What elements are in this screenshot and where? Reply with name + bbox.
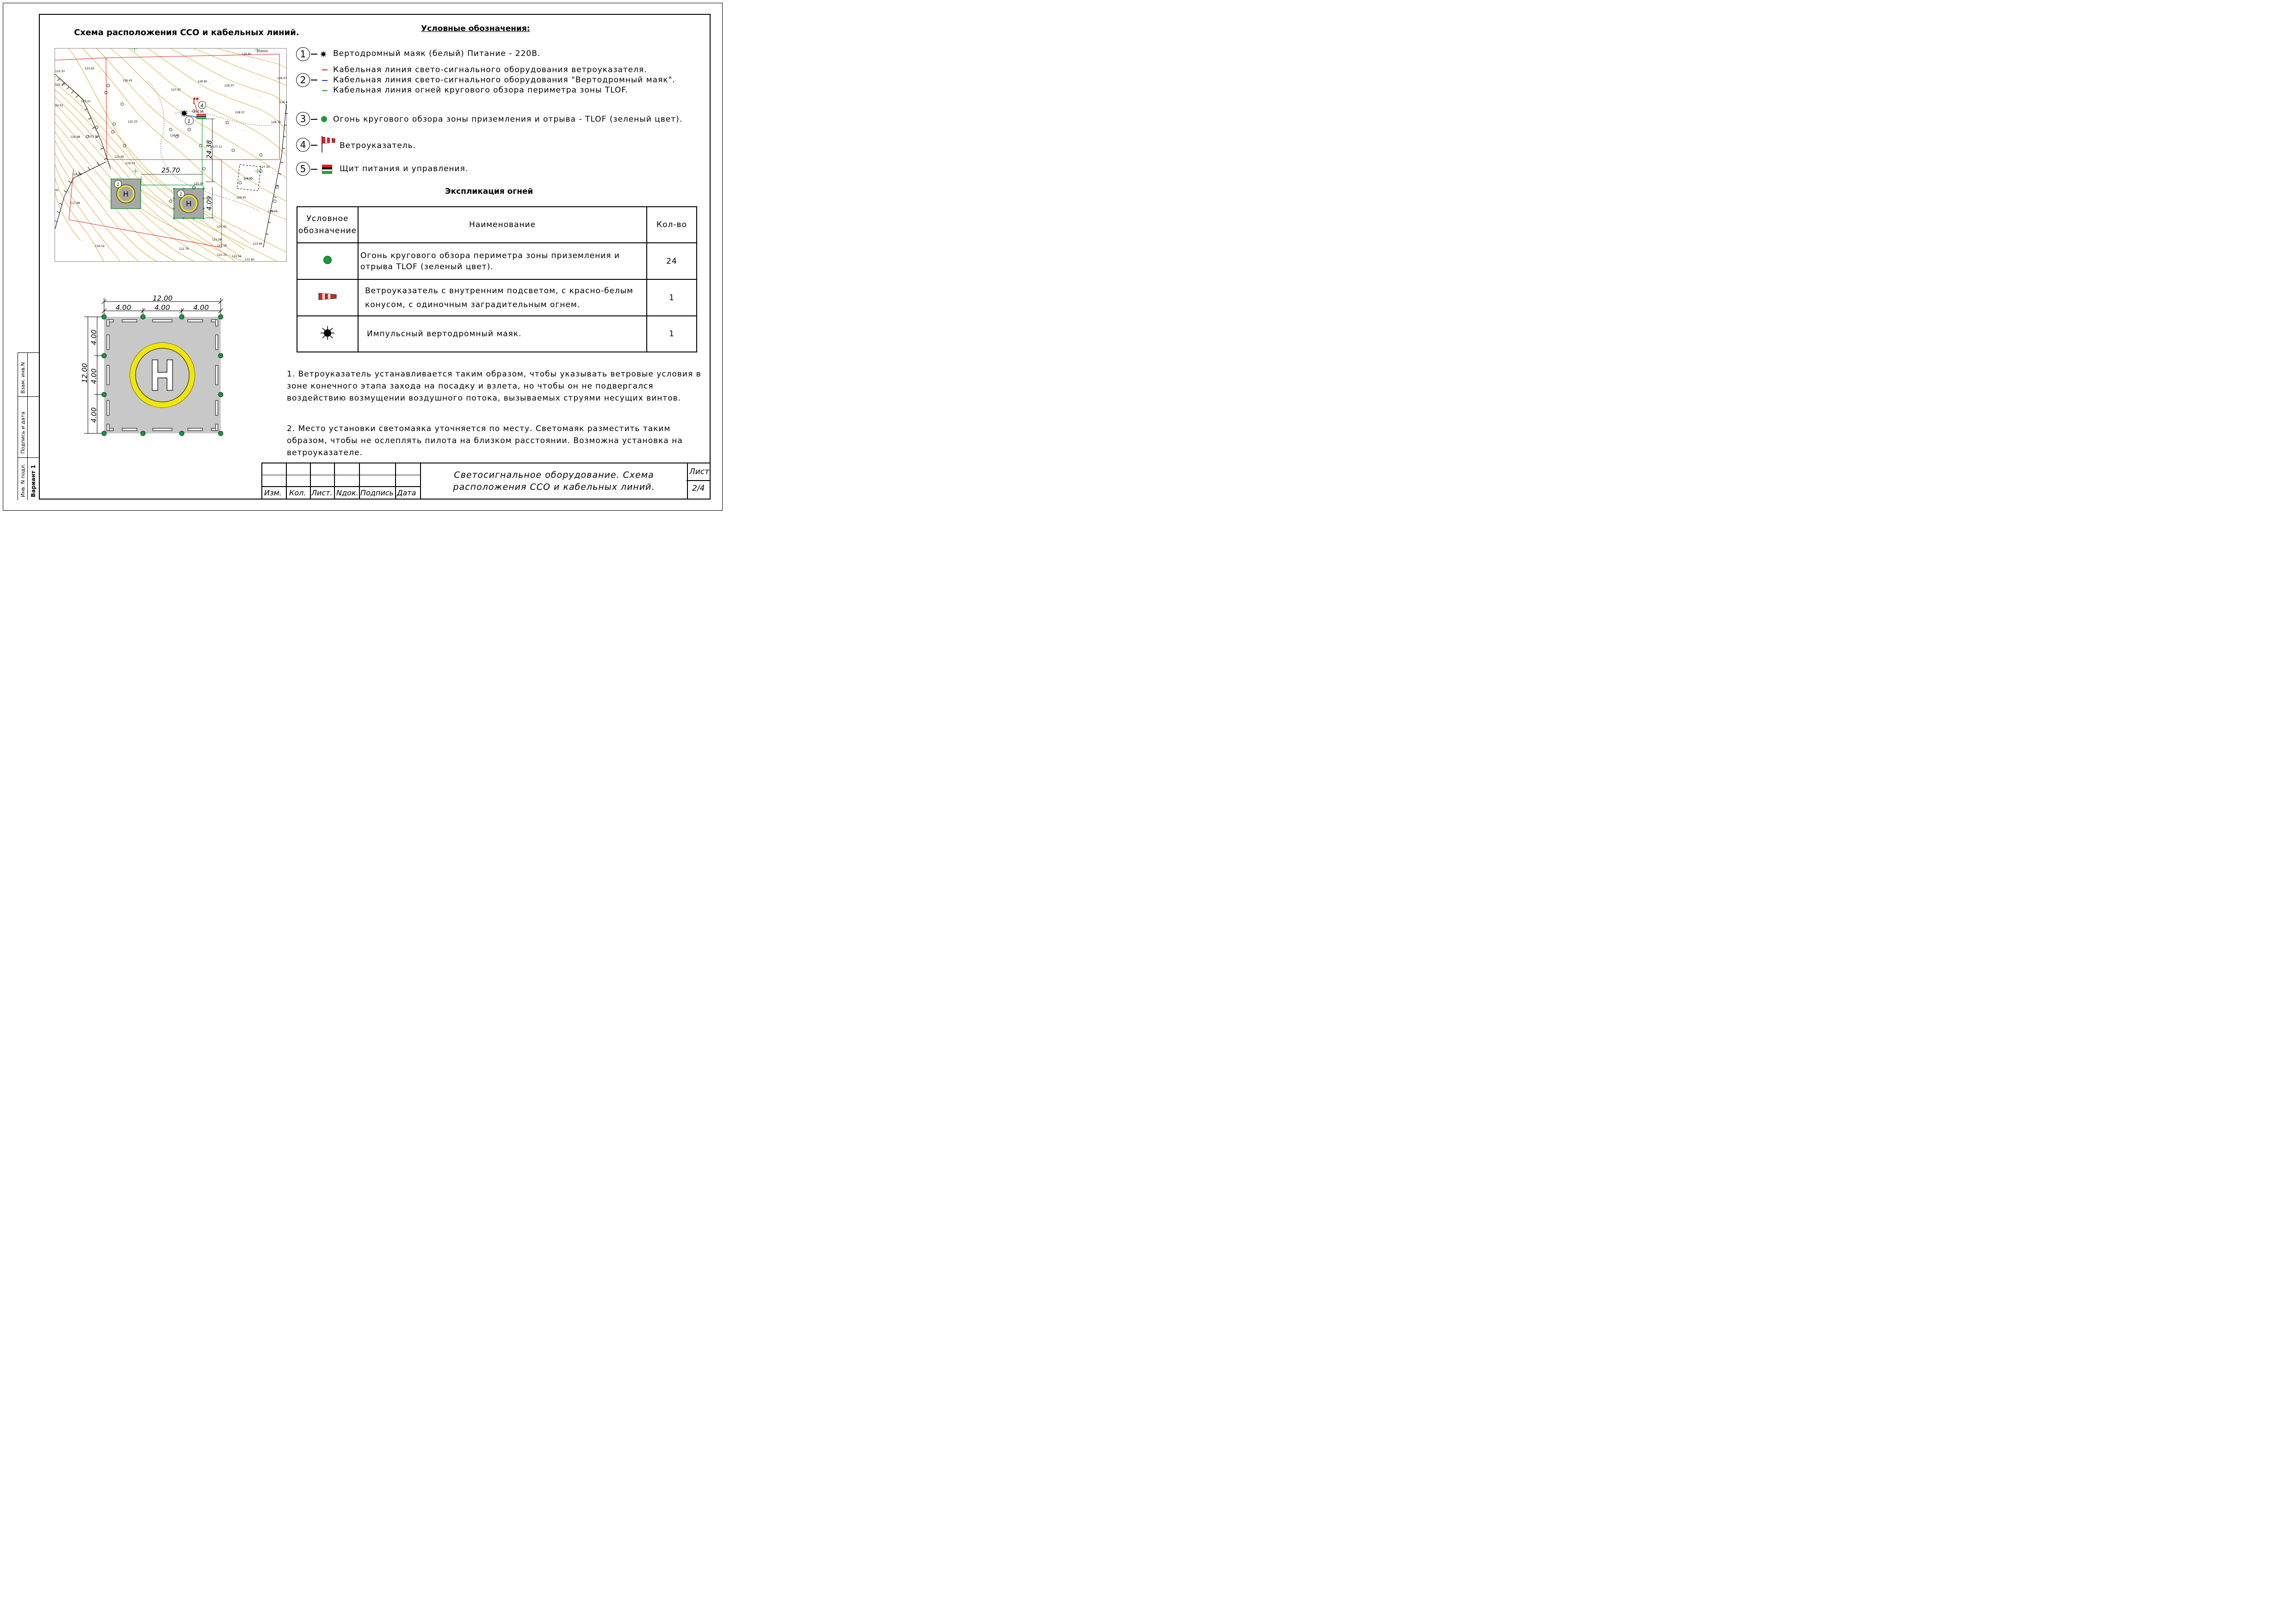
windsock-legend-icon xyxy=(321,135,338,154)
elev-label: 126.75 xyxy=(170,134,179,137)
helipad-drawing xyxy=(79,291,231,439)
table-row xyxy=(297,243,697,279)
svg-text:″: ″ xyxy=(243,130,244,133)
red-boundary xyxy=(55,54,279,247)
elev-label: 124.23 xyxy=(125,162,135,165)
elev-label: 124.41 xyxy=(217,225,227,228)
elev-label: 119.66 xyxy=(72,173,82,176)
elev-label: 125.98 xyxy=(194,182,204,185)
header-name: Наименование xyxy=(358,207,647,243)
elev-label: 117.98 xyxy=(70,202,80,205)
legend-text-5: Щит питания и управления. xyxy=(340,164,469,173)
table-row xyxy=(297,279,697,316)
elev-label: 128.85 xyxy=(198,80,207,83)
elev-label: 123.15 xyxy=(217,253,227,257)
side-stamp xyxy=(18,352,39,500)
elev-label: 127.97 xyxy=(171,88,181,92)
elev-label: 42 xyxy=(55,189,59,192)
explication-title: Экспликация огней xyxy=(445,187,533,196)
site-map-svg xyxy=(55,49,286,261)
elev-label: 122.58 xyxy=(212,238,222,241)
svg-text:″: ″ xyxy=(143,185,144,188)
stamp-col-date: Дата xyxy=(397,488,416,497)
green-line-icon xyxy=(322,90,328,91)
dim-seg: 4.00 xyxy=(193,303,209,312)
beacon-num: 1 xyxy=(187,118,191,124)
dim-side-seg: 4.00 xyxy=(90,368,98,384)
svg-text:″: ″ xyxy=(161,72,162,75)
elev-label: 127.11 xyxy=(212,145,222,148)
elev-label: 129.07 xyxy=(224,84,234,87)
row-name: Огонь кругового обзора периметра зоны приземления и отрыва TLOF (зеленый цвет). xyxy=(358,243,647,279)
elev-label: 120.98 xyxy=(70,136,80,139)
svg-text:″: ″ xyxy=(210,83,211,86)
beacon-symbol xyxy=(180,110,193,125)
elev-label: 127.35 xyxy=(260,166,270,169)
elev-label: 127.98 xyxy=(194,110,204,113)
svg-text:″: ″ xyxy=(187,60,188,63)
dim-4-09: 4.09 xyxy=(206,196,213,210)
svg-text:″: ″ xyxy=(225,95,227,98)
stamp-col-sign: Подпись xyxy=(360,488,394,497)
svg-text:″: ″ xyxy=(259,97,260,100)
svg-text:″: ″ xyxy=(180,229,181,232)
side-variant: Вариант 1 xyxy=(30,464,37,497)
stamp-col-kol: Кол. xyxy=(289,488,306,497)
green-light-icon xyxy=(321,116,327,122)
dim-side-total: 12.00 xyxy=(80,363,89,383)
dim-seg: 4.00 xyxy=(155,303,170,312)
site-map xyxy=(55,48,287,262)
stamp-title-text: Светосигнальное оборудование. Схема расположения ССО и кабельных линий. xyxy=(453,470,655,492)
row-qty: 1 xyxy=(647,279,697,316)
side-inv-podl: Инв. N подл. xyxy=(20,463,26,497)
svg-text:″: ″ xyxy=(148,96,149,99)
elev-label: 121.79 xyxy=(179,247,189,251)
beacon-icon xyxy=(321,326,334,342)
elev-label: 126.91 xyxy=(236,196,246,199)
tlof-cable-line xyxy=(141,117,202,185)
dim-total: 12.00 xyxy=(153,294,173,302)
legend-text-red-cable: Кабельная линия свето-сигнального оборудования ветроуказателя. xyxy=(333,65,647,74)
contour-lines xyxy=(55,49,286,261)
note-2: 2. Место установки светомаяка уточняется по месту. Светомаяк разместить таким образом, чтобы не ослеплять пилота на близком расстоянии. Возможна установка на ветроуказателе. xyxy=(287,424,683,457)
row-qty: 24 xyxy=(647,243,697,279)
elev-label: 123.94 xyxy=(253,242,262,246)
blue-line-icon xyxy=(322,80,328,81)
svg-text:″: ″ xyxy=(160,143,161,147)
elev-label: 129.47 xyxy=(277,77,287,80)
elev-label: 123.21 xyxy=(81,100,91,103)
pad-letter: H xyxy=(123,190,129,198)
legend-text-blue-cable: Кабельная линия свето-сигнального оборудования "Вертодромный маяк". xyxy=(333,75,675,85)
elevation-labels xyxy=(55,50,287,261)
legend-num-2: 2 xyxy=(296,73,310,87)
windsock-symbol xyxy=(194,98,206,119)
svg-text:″: ″ xyxy=(99,71,100,74)
shed-label: разр. xyxy=(244,176,254,180)
dim-side-seg: 4.00 xyxy=(90,329,98,345)
elev-label: 126.66 xyxy=(268,210,278,213)
note-1: 1. Ветроуказатель устанавливается таким образом, чтобы указывать ветровые условия в зоне конечного этапа захода на посадку и взлета, но чтобы он не подвергался воздействию возмущении воздушного потока, вызываемых струями несущих винтов. xyxy=(287,370,701,403)
elev-label: 128.57 xyxy=(235,111,245,114)
helipad-2 xyxy=(173,188,204,219)
stamp-title xyxy=(420,463,688,500)
svg-text:″: ″ xyxy=(141,120,142,123)
legend-text-1: Вертодромный маяк (белый) Питание - 220В. xyxy=(333,49,541,58)
elev-label: 122.23 xyxy=(55,83,65,86)
elev-label: 123.18 xyxy=(217,244,227,247)
elev-label: 129.60 xyxy=(241,53,251,56)
svg-text:″: ″ xyxy=(259,79,260,82)
helipad-1 xyxy=(111,179,141,209)
svg-text:″: ″ xyxy=(134,72,135,75)
helipad-drawing-svg xyxy=(79,291,231,439)
elev-label: 122.82 xyxy=(245,258,254,261)
stamp-col-list: Лист. xyxy=(311,488,333,497)
table-header-row xyxy=(297,207,697,243)
elev-label: 129.4 xyxy=(279,101,288,104)
legend-num-1: 1 xyxy=(296,47,310,61)
pad-num: 1 xyxy=(179,192,183,197)
elev-label: 128.72 xyxy=(271,121,281,124)
stamp-sheet xyxy=(687,463,711,500)
row-name: Импульсный вертодромный маяк. xyxy=(358,316,647,352)
legend-num-3: 3 xyxy=(296,112,310,126)
svg-text:″: ″ xyxy=(157,241,158,244)
stamp-grid xyxy=(261,463,421,500)
explication-table xyxy=(297,206,697,352)
elev-label: 123.36 xyxy=(88,135,98,138)
elev-label: 123.45 xyxy=(85,67,94,70)
stamp-col-ndok: Nдок. xyxy=(336,488,359,497)
svg-text:″: ″ xyxy=(226,60,228,63)
dim-24-38: 24.38 xyxy=(206,140,213,159)
elev-label: 122.04 xyxy=(232,255,241,258)
stamp-sheet-value: 2/4 xyxy=(692,484,705,493)
side-sign-date: Подпись и дата xyxy=(20,411,26,454)
table-row xyxy=(297,316,697,352)
stamp-col-izm: Изм. xyxy=(264,488,282,497)
elev-label: 123.95 xyxy=(114,155,124,159)
elev-label: 116.52 xyxy=(95,245,105,248)
windsock-num: 4 xyxy=(200,103,204,109)
red-line-icon xyxy=(322,69,328,70)
svg-text:″: ″ xyxy=(143,229,144,232)
header-symbol: Условное обозначение xyxy=(297,207,358,243)
legend-text-green-cable: Кабельная линия огней кругового обзора периметра зоны TLOF. xyxy=(333,86,628,95)
panel-icon xyxy=(322,165,332,174)
scheme-title: Схема расположения ССО и кабельных линий. xyxy=(74,28,299,37)
windsock-icon xyxy=(318,292,337,303)
dim-side-seg: 4.00 xyxy=(90,407,98,423)
row-qty: 1 xyxy=(647,316,697,352)
dim-25-70: 25.70 xyxy=(161,167,180,174)
side-vzam: Взам. инв.N xyxy=(20,362,26,394)
green-light-icon xyxy=(323,256,332,264)
elev-label: 122.33 xyxy=(55,70,65,73)
elev-label: 20.02 xyxy=(55,104,63,107)
row-name: Ветроуказатель с внутренним подсветом, с красно-белым конусом, с одиночным заградительным огнем. xyxy=(358,279,647,316)
legend-title: Условные обозначения: xyxy=(421,24,530,33)
legend-text-3: Огонь кругового обзора зоны приземления и отрыва - TLOF (зеленый цвет). xyxy=(333,115,683,124)
beacon-icon xyxy=(320,50,327,57)
legend-num-4: 4 xyxy=(296,138,310,152)
elev-label: 126.43 xyxy=(123,79,132,82)
legend-num-5: 5 xyxy=(296,162,310,176)
svg-text:″: ″ xyxy=(124,229,126,232)
elev-label: 125.33 xyxy=(128,120,137,123)
stamp-sheet-label: Лист xyxy=(689,467,710,476)
svg-text:″: ″ xyxy=(194,245,195,248)
pad-num: 1 xyxy=(117,182,120,187)
legend-text-4: Ветроуказатель. xyxy=(340,141,416,150)
dim-seg: 4.00 xyxy=(116,303,131,312)
header-qty: Кол-во xyxy=(647,207,697,243)
pad-letter: H xyxy=(186,199,192,208)
elev-label: 339000 xyxy=(257,50,268,53)
